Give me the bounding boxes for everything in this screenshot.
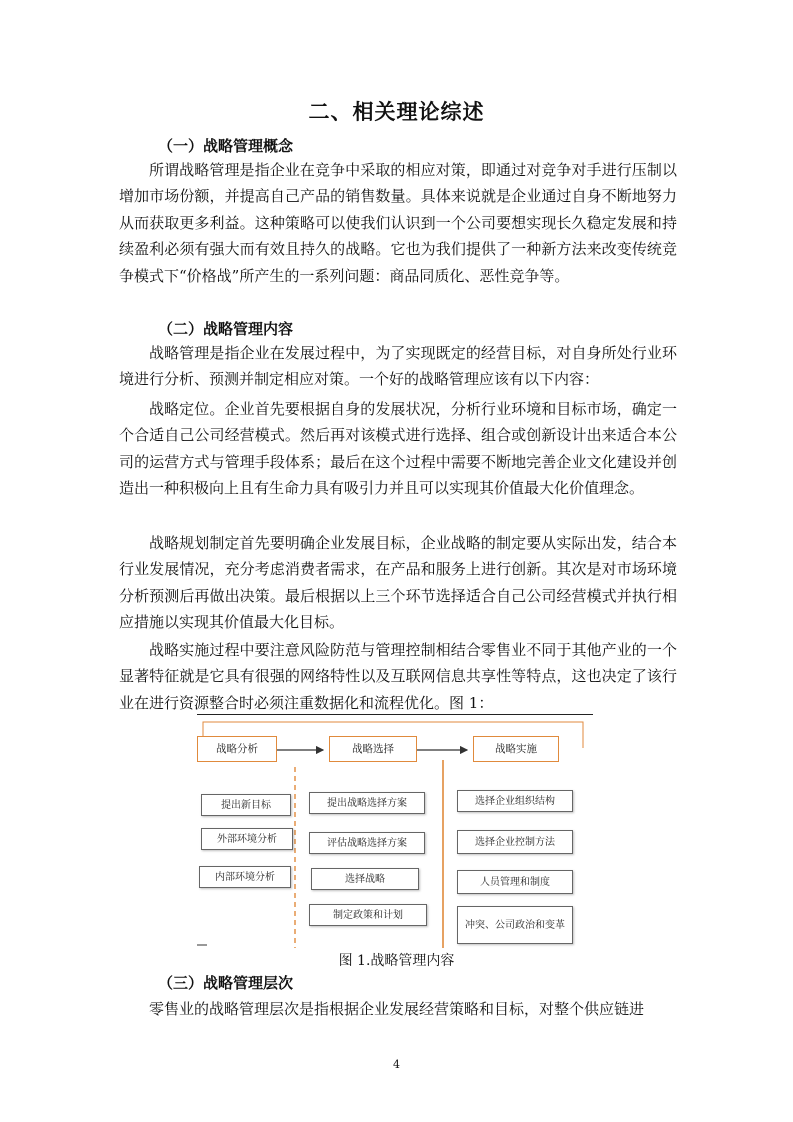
box-conflict-change: 冲突、公司政治和变革 — [457, 906, 573, 944]
paragraph-planning: 战略规划制定首先要明确企业发展目标，企业战略的制定要从实际出发，结合本行业发展情况，充分考虑消费者需求，在产品和服务上进行创新。其次是对市场环境分析预测后再做出决策。最后根据以上三个环节选择适合自己公司经营模式并执行相应措施以实现其价值最大化目标。 — [119, 534, 677, 632]
heading-strategy-levels: （三）战略管理层次 — [158, 974, 294, 992]
box-org-structure: 选择企业组织结构 — [457, 790, 573, 812]
box-policy-plan: 制定政策和计划 — [309, 904, 427, 926]
box-evaluate-options: 评估战略选择方案 — [309, 832, 425, 854]
section-title: 二、相关理论综述 — [308, 100, 485, 124]
box-new-goal: 提出新目标 — [201, 794, 291, 816]
box-personnel-system: 人员管理和制度 — [457, 870, 573, 894]
figure-caption: 图 1.战略管理内容 — [338, 953, 455, 969]
box-strategy-implementation: 战略实施 — [473, 736, 559, 762]
paragraph-content-intro: 战略管理是指企业在发展过程中，为了实现既定的经营目标，对自身所处行业环境进行分析、预测并制定相应对策。一个好的战略管理应该有以下内容： — [119, 344, 677, 389]
paragraph-positioning: 战略定位。企业首先要根据自身的发展状况，分析行业环境和目标市场，确定一个合适自己公司经营模式。然后再对该模式进行选择、组合或创新设计出来适合本公司的运营方式与管理手段体系；最后在这个过程中需要不断地完善企业文化建设并创造出一种积极向上且有生命力具有吸引力并且可以实现其价值最大化价值理念。 — [119, 400, 677, 498]
box-strategy-analysis: 战略分析 — [197, 736, 277, 762]
paragraph-concept: 所谓战略管理是指企业在竞争中采取的相应对策，即通过对竞争对手进行压制以增加市场份额，并提高自己产品的销售数量。具体来说就是企业通过自身不断地努力从而获取更多利益。这种策略可以使我们认识到一个公司要想实现长久稳定发展和持续盈利必须有强大而有效且持久的战略。它也为我们提供了一种新方法来改变传统竞争模式下“价格战”所产生的一系列问题：商品同质化、恶性竞争等。 — [119, 161, 677, 285]
strategy-flow-diagram — [195, 712, 595, 950]
box-strategy-selection: 战略选择 — [329, 736, 417, 762]
paragraph-implementation: 战略实施过程中要注意风险防范与管理控制相结合零售业不同于其他产业的一个显著特征就是它具有很强的网络特性以及互联网信息共享性等特点，这也决定了该行业在进行资源整合时必须注重数据化和流程优化。图 1： — [119, 641, 677, 712]
page-number: 4 — [393, 1058, 400, 1071]
heading-strategy-concept: （一）战略管理概念 — [158, 137, 294, 155]
paragraph-levels: 零售业的战略管理层次是指根据企业发展经营策略和目标，对整个供应链进 — [149, 1000, 645, 1018]
heading-strategy-content: （二）战略管理内容 — [158, 320, 294, 338]
box-select-strategy: 选择战略 — [311, 868, 419, 890]
box-control-method: 选择企业控制方法 — [457, 830, 573, 854]
box-propose-options: 提出战略选择方案 — [309, 792, 425, 814]
box-internal-analysis: 内部环境分析 — [199, 866, 291, 888]
box-external-analysis: 外部环境分析 — [201, 828, 293, 850]
